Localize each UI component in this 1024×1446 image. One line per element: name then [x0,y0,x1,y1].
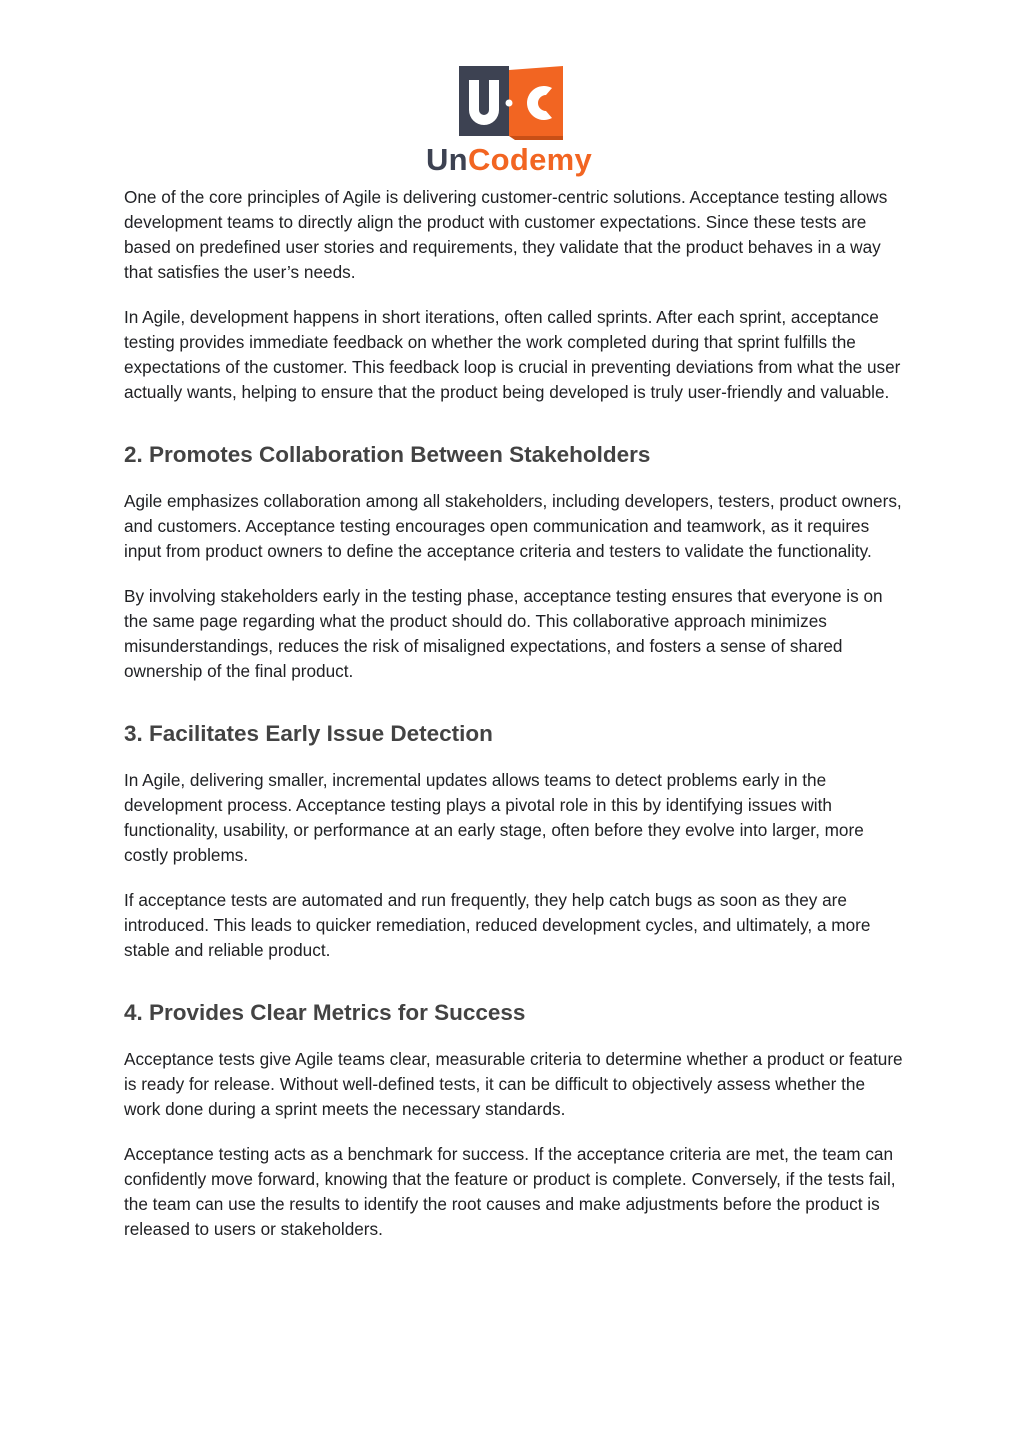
uncodemy-logo-mark [423,66,601,178]
logo-left-block [459,66,509,136]
paragraph: One of the core principles of Agile is delivering customer-centric solutions. Acceptance testing allows development teams to directly align the product with customer expectations. Since these tests are based on predefined user stories and requirements, they validate that the product behaves in a way that satisfies the user’s needs. [124,187,888,282]
paragraph: In Agile, development happens in short iterations, often called sprints. After each sprint, acceptance testing provides immediate feedback on whether the work completed during that sprint fulfills the expectations of the customer. This feedback loop is crucial in preventing deviations from what the user actually wants, helping to ensure that the product being developed is truly user-friendly and valuable. [124,307,901,402]
logo-dot [506,100,513,107]
section-heading: 2. Promotes Collaboration Between Stakeholders [124,442,651,467]
section-heading: 4. Provides Clear Metrics for Success [124,1000,526,1025]
section-heading: 3. Facilitates Early Issue Detection [124,721,493,746]
paragraph: In Agile, delivering smaller, incremental updates allows teams to detect problems early in the development process. Acceptance testing plays a pivotal role in this by identifying issues with functionality, usability, or performance at an early stage, often before they evolve into larger, more costly problems. [124,770,864,865]
document-body [124,185,904,1262]
paragraph: Acceptance tests give Agile teams clear, measurable criteria to determine whether a product or feature is ready for release. Without well-defined tests, it can be difficult to objectively assess whether the work done during a sprint meets the necessary standards. [124,1049,903,1119]
paragraph: Acceptance testing acts as a benchmark for success. If the acceptance criteria are met, the team can confidently move forward, knowing that the feature or product is complete. Conversely, if the tests fail, the team can use the results to identify the root causes and make adjustments before the product is released to users or stakeholders. [124,1144,896,1239]
paragraph: Agile emphasizes collaboration among all stakeholders, including developers, testers, product owners, and customers. Acceptance testing encourages open communication and teamwork, as it requires input from product owners to define the acceptance criteria and testers to validate the functionality. [124,491,902,561]
uncodemy-logo [423,66,601,178]
logo-wordmark: UnCodemy [426,142,593,177]
paragraph: By involving stakeholders early in the testing phase, acceptance testing ensures that everyone is on the same page regarding what the product should do. This collaborative approach minimizes misunderstandings, reduces the risk of misaligned expectations, and fosters a sense of shared ownership of the final product. [124,586,883,681]
paragraph: If acceptance tests are automated and run frequently, they help catch bugs as soon as they are introduced. This leads to quicker remediation, reduced development cycles, and ultimately, a more stable and reliable product. [124,890,871,960]
